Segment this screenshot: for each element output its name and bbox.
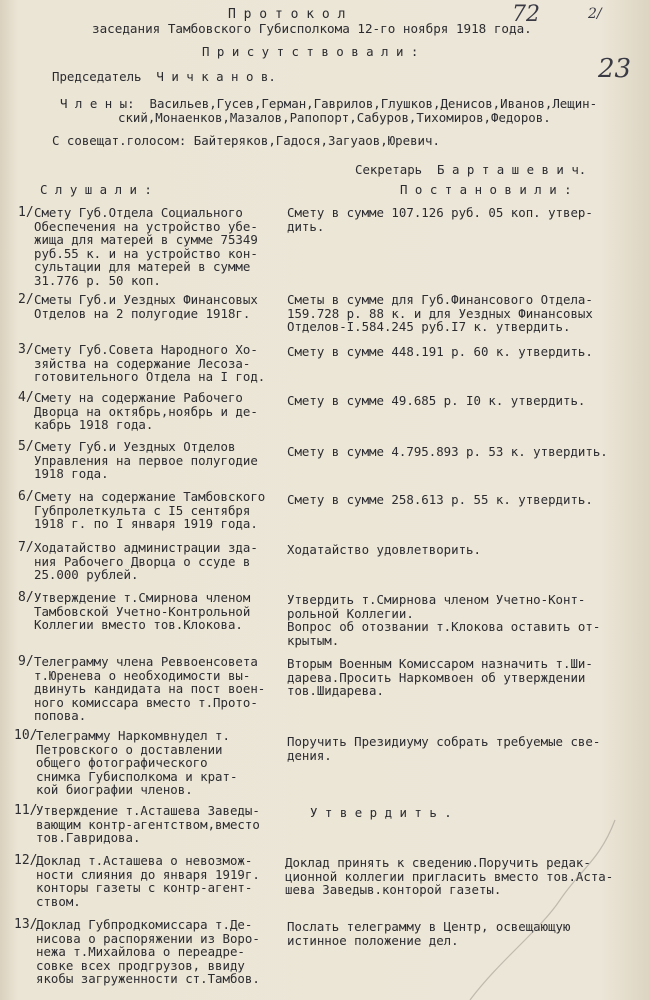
resolved-line: Вторым Военным Комиссаром назначить т.Ши- [287, 656, 593, 671]
resolved-line: Послать телеграмму в Центр, освещающую [287, 919, 571, 934]
heard-line: жища для матерей в сумме 75349 [34, 232, 258, 248]
heard-line: зяйства на содержание Лесоза- [34, 355, 251, 371]
heard-line: Утверждение т.Асташева Заведы- [36, 803, 260, 818]
resolved-line: У т в е р д и т ь . [310, 805, 452, 820]
resolved-line: Поручить Президиуму собрать требуемые све- [287, 734, 601, 749]
item-heard [34, 591, 250, 632]
resolved-line: Смету в сумме 49.685 р. I0 к. утвердить. [287, 393, 586, 408]
resolved-line: Ходатайство удовлетворить. [287, 542, 481, 557]
archive-page-number: 23 [598, 54, 632, 84]
item-heard [36, 918, 260, 986]
item-number: 9/ [18, 654, 34, 669]
heard-line: готовительного Отдела на I год. [34, 369, 266, 385]
members-line-1: Ч л е н ы: Васильев,Гусев,Герман,Гаврилов,Глушков,Денисов,Иванов,Лещин- [60, 96, 598, 111]
heard-line: нежа т.Михайлова о переадре- [36, 944, 245, 960]
resolved-line: истинное положение дел. [287, 932, 459, 948]
item-resolved [287, 293, 593, 334]
heard-line: кабрь 1918 года. [34, 417, 154, 433]
resolved-line: дарева.Просить Наркомвоен об утверждении [287, 669, 586, 685]
resolved-line: Вопрос об отозвании т.Клокова оставить от- [287, 619, 601, 635]
heard-line: ния Рабочего Дворца о ссуде в [34, 553, 251, 569]
heard-line: вающим контр-агентством,вместо [36, 816, 260, 832]
item-heard [36, 854, 260, 908]
resolved-line: дить. [287, 218, 325, 234]
resolved-line: Смету в сумме 107.126 руб. 05 коп. утвер- [287, 205, 593, 220]
scribble-stroke [470, 820, 615, 1000]
resolved-line: рольной Коллегии. [287, 605, 414, 621]
heard-line: Сметы Губ.и Уездных Финансовых [34, 292, 258, 307]
resolved-column-heading: П о с т а н о в и л и : [400, 182, 572, 197]
heard-line: кой биографии членов. [36, 782, 193, 798]
protocol-subtitle: заседания Тамбовского Губисполкома 12-го ноября 1918 года. [92, 21, 532, 36]
heard-line: Смету Губ.Отдела Социального [34, 205, 243, 220]
archive-corner-mark: 2/ [588, 6, 602, 22]
resolved-line: дения. [287, 747, 332, 763]
item-heard [36, 804, 260, 845]
heard-line: Доклад Губпродкомиссара т.Де- [36, 917, 253, 932]
item-number: 4/ [18, 390, 34, 405]
heard-line: Доклад т.Асташева о невозмож- [36, 853, 253, 868]
heard-line: ством. [36, 893, 81, 909]
item-heard [34, 293, 258, 320]
item-resolved [287, 345, 593, 359]
heard-line: Управления на первое полугодие [34, 452, 258, 468]
heard-column-heading: С л у ш а л и : [40, 182, 152, 197]
members-line-2: ский,Монаенков,Мазалов,Рапопорт,Сабуров,Тихомиров,Федоров. [118, 110, 551, 125]
item-resolved [287, 920, 570, 947]
heard-line: Обеспечения на устройство убе- [34, 218, 258, 234]
heard-line: 1918 года. [34, 466, 109, 482]
item-resolved [287, 394, 585, 408]
heard-line: ного комиссара вместо т.Прото- [34, 694, 258, 710]
heard-line: общего фотографического [36, 755, 208, 771]
heard-line: руб.55 к. и на устройство кон- [34, 245, 258, 261]
resolved-line: Утвердить т.Смирнова членом Учетно-Конт- [287, 592, 586, 607]
heard-line: конторы газеты с контр-агент- [36, 880, 253, 896]
item-number: 3/ [18, 342, 34, 357]
resolved-line: крытым. [287, 632, 340, 648]
item-heard [34, 541, 258, 582]
heard-line: Телеграмму члена Реввоенсовета [34, 654, 258, 669]
item-number: 10/ [14, 728, 38, 743]
heard-line: тов.Гавридова. [36, 830, 141, 846]
resolved-line: Доклад принять к сведению.Поручить редак- [285, 855, 591, 870]
resolved-line: тов.Шидарева. [287, 683, 384, 699]
item-heard [34, 490, 265, 531]
resolved-line: Отделов-I.584.245 руб.I7 к. утвердить. [287, 319, 571, 335]
heard-line: Телеграмму Наркомвнудел т. [36, 728, 230, 743]
item-heard [34, 343, 265, 384]
heard-line: Ходатайство администрации зда- [34, 540, 258, 555]
resolved-line: Смету в сумме 4.795.893 р. 53 к. утвердить. [287, 444, 608, 459]
item-resolved [287, 493, 593, 507]
heard-line: Губпролеткульта с I5 сентября [34, 502, 251, 518]
heard-line: Утверждение т.Смирнова членом [34, 590, 251, 605]
item-resolved [287, 445, 608, 459]
item-number: 13/ [14, 917, 38, 932]
heard-line: Петровского о доставлении [36, 741, 223, 757]
resolved-line: 159.728 р. 88 к. и для Уездных Финансовых [287, 305, 593, 321]
heard-line: Смету на содержание Тамбовского [34, 489, 266, 504]
heard-line: 25.000 рублей. [34, 567, 139, 583]
item-number: 12/ [14, 853, 38, 868]
item-resolved [287, 543, 481, 557]
heard-line: совке всех продгрузов, ввиду [36, 957, 245, 973]
heard-line: Смету Губ.и Уездных Отделов [34, 439, 236, 454]
item-resolved [287, 657, 593, 698]
item-resolved [310, 806, 452, 820]
item-number: 2/ [18, 292, 34, 307]
item-heard [36, 729, 237, 797]
protocol-title: П р о т о к о л [228, 7, 346, 22]
item-heard [34, 391, 258, 432]
heard-line: снимка Губисполкома и крат- [36, 768, 238, 784]
item-number: 1/ [18, 205, 34, 220]
item-number: 11/ [14, 803, 38, 818]
resolved-line: ционной коллегии пригласить вместо тов.Аста- [285, 868, 614, 884]
heard-line: Смету на содержание Рабочего [34, 390, 243, 405]
resolved-line: шева Заведыв.конторой газеты. [285, 882, 502, 898]
heard-line: т.Юренева о необходимости вы- [34, 667, 251, 683]
item-heard [34, 206, 258, 288]
item-heard [34, 655, 265, 723]
advisory-line: С совещат.голосом: Байтеряков,Гадося,Загуаов,Юревич. [52, 133, 440, 148]
secretary-line: Секретарь Б а р т а ш е в и ч. [355, 162, 587, 177]
present-heading: П р и с у т с т в о в а л и : [202, 44, 419, 59]
heard-line: Коллегии вместо тов.Клокова. [34, 617, 243, 633]
item-number: 8/ [18, 590, 34, 605]
item-resolved [287, 735, 600, 762]
item-number: 7/ [18, 540, 34, 555]
heard-line: двинуть кандидата на пост воен- [34, 681, 266, 697]
heard-line: Смету Губ.Совета Народного Хо- [34, 342, 258, 357]
resolved-line: Смету в сумме 258.613 р. 55 к. утвердить. [287, 492, 593, 507]
resolved-line: Смету в сумме 448.191 р. 60 к. утвердить. [287, 344, 593, 359]
archive-folio-number: 72 [512, 2, 540, 27]
heard-line: ности слияния до января 1919г. [36, 866, 260, 882]
resolved-line: Сметы в сумме для Губ.Финансового Отдела- [287, 292, 593, 307]
heard-line: Отделов на 2 полугодие 1918г. [34, 305, 251, 321]
heard-line: нисова о распоряжении из Воро- [36, 930, 260, 946]
heard-line: 31.776 р. 50 коп. [34, 272, 161, 288]
heard-line: Дворца на октябрь,ноябрь и де- [34, 403, 258, 419]
heard-line: сультации для матерей в сумме [34, 259, 251, 275]
heard-line: Тамбовской Учетно-Контрольной [34, 603, 251, 619]
item-heard [34, 440, 258, 481]
heard-line: 1918 г. по I января 1919 года. [34, 516, 258, 532]
heard-line: якобы загруженности ст.Тамбов. [36, 971, 260, 987]
item-resolved [287, 593, 600, 647]
item-resolved [285, 856, 613, 897]
item-resolved [287, 206, 593, 233]
heard-line: попова. [34, 708, 87, 724]
chairman-line: Председатель Ч и ч к а н о в. [52, 69, 276, 84]
item-number: 6/ [18, 489, 34, 504]
item-number: 5/ [18, 439, 34, 454]
